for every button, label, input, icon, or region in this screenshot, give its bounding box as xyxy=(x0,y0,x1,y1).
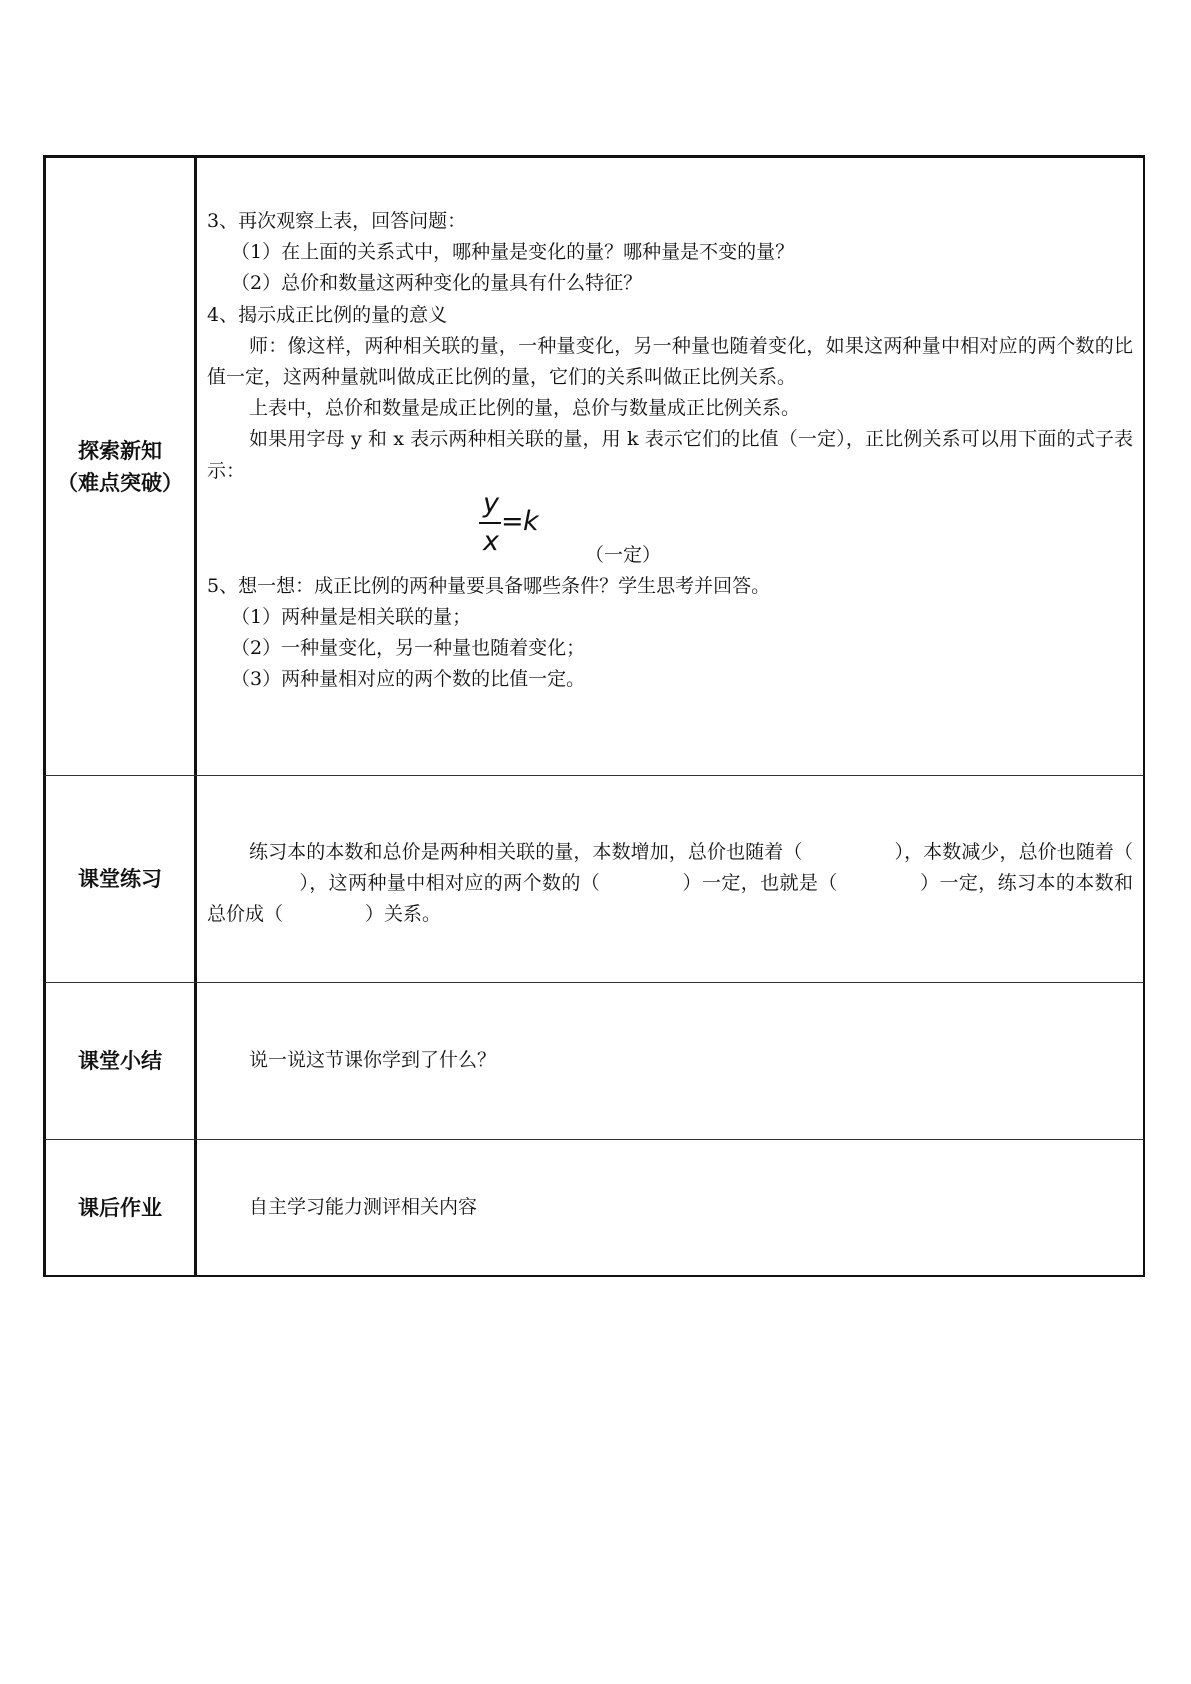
summary-content xyxy=(197,983,1143,1139)
table-row-practice xyxy=(43,775,1145,982)
formula-numerator: y xyxy=(483,487,499,519)
homework-text: 自主学习能力测评相关内容 xyxy=(249,1195,478,1218)
practice-text-6: ）关系。 xyxy=(365,903,442,926)
fraction-bar xyxy=(479,522,501,524)
row-label-practice-text: 课堂练习 xyxy=(78,867,162,891)
question-3-1: （1）在上面的关系式中，哪种量是变化的量？哪种量是不变的量？ xyxy=(231,241,795,264)
table-row-homework xyxy=(43,1139,1145,1277)
table-row-summary xyxy=(43,982,1145,1139)
row-label-homework-text: 课后作业 xyxy=(78,1195,162,1220)
row-label-summary-text: 课堂小结 xyxy=(78,1049,162,1073)
practice-paragraph xyxy=(207,837,1133,931)
question-3-title: 3、再次观察上表，回答问题： xyxy=(207,210,467,232)
question-3-2: （2）总价和数量这两种变化的量具有什么特征？ xyxy=(231,272,643,295)
practice-content xyxy=(197,776,1143,982)
question-5-2: （2）一种量变化，另一种量也随着变化； xyxy=(231,637,586,660)
row-label-practice xyxy=(46,776,197,982)
formula-note: （一定） xyxy=(585,543,662,566)
row-label-explore xyxy=(46,158,197,775)
lesson-table xyxy=(43,155,1145,1275)
teacher-paragraph: 师：像这样，两种相关联的量，一种量变化，另一种量也随着变化，如果这两种量中相对应的两个数的比值一定，这两种量就叫做成正比例的量，它们的关系叫做正比例关系。 xyxy=(207,334,1133,389)
practice-text-2: ），本数减少，总价也随着（ xyxy=(894,841,1133,863)
row-label-homework xyxy=(46,1140,197,1275)
question-5-3: （3）两种量相对应的两个数的比值一定。 xyxy=(231,668,586,691)
practice-text-1: 练习本的本数和总价是两种相关联的量，本数增加，总价也随着（ xyxy=(249,841,803,863)
explore-content xyxy=(197,158,1143,775)
homework-content xyxy=(197,1140,1143,1275)
table-paragraph: 上表中，总价和数量是成正比例的量，总价与数量成正比例关系。 xyxy=(249,397,801,420)
practice-text-5: ）一定，练习本的本数和总价成（ xyxy=(207,872,1133,926)
question-5-1: （1）两种量是相关联的量； xyxy=(231,606,472,629)
question-5-title: 5、想一想：成正比例的两种量要具备哪些条件？学生思考并回答。 xyxy=(207,574,771,597)
row-label-explore-sub: （难点突破） xyxy=(57,470,183,495)
proportion-formula xyxy=(207,489,1133,571)
table-row-explore xyxy=(43,155,1145,775)
formula-rhs: k xyxy=(523,505,539,537)
row-label-summary xyxy=(46,983,197,1139)
formula-equals: = xyxy=(501,505,524,537)
practice-text-3: ），这两种量中相对应的两个数的（ xyxy=(299,872,601,895)
formula-denominator: x xyxy=(483,525,499,557)
practice-text-4: ）一定，也就是（ xyxy=(682,872,838,895)
question-4-title: 4、揭示成正比例的量的意义 xyxy=(207,303,448,326)
row-label-explore-main: 探索新知 xyxy=(78,438,162,463)
letter-paragraph: 如果用字母 y 和 x 表示两种相关联的量，用 k 表示它们的比值（一定），正比例关系可以用下面的式子表示： xyxy=(207,428,1133,482)
summary-text: 说一说这节课你学到了什么？ xyxy=(249,1049,497,1072)
